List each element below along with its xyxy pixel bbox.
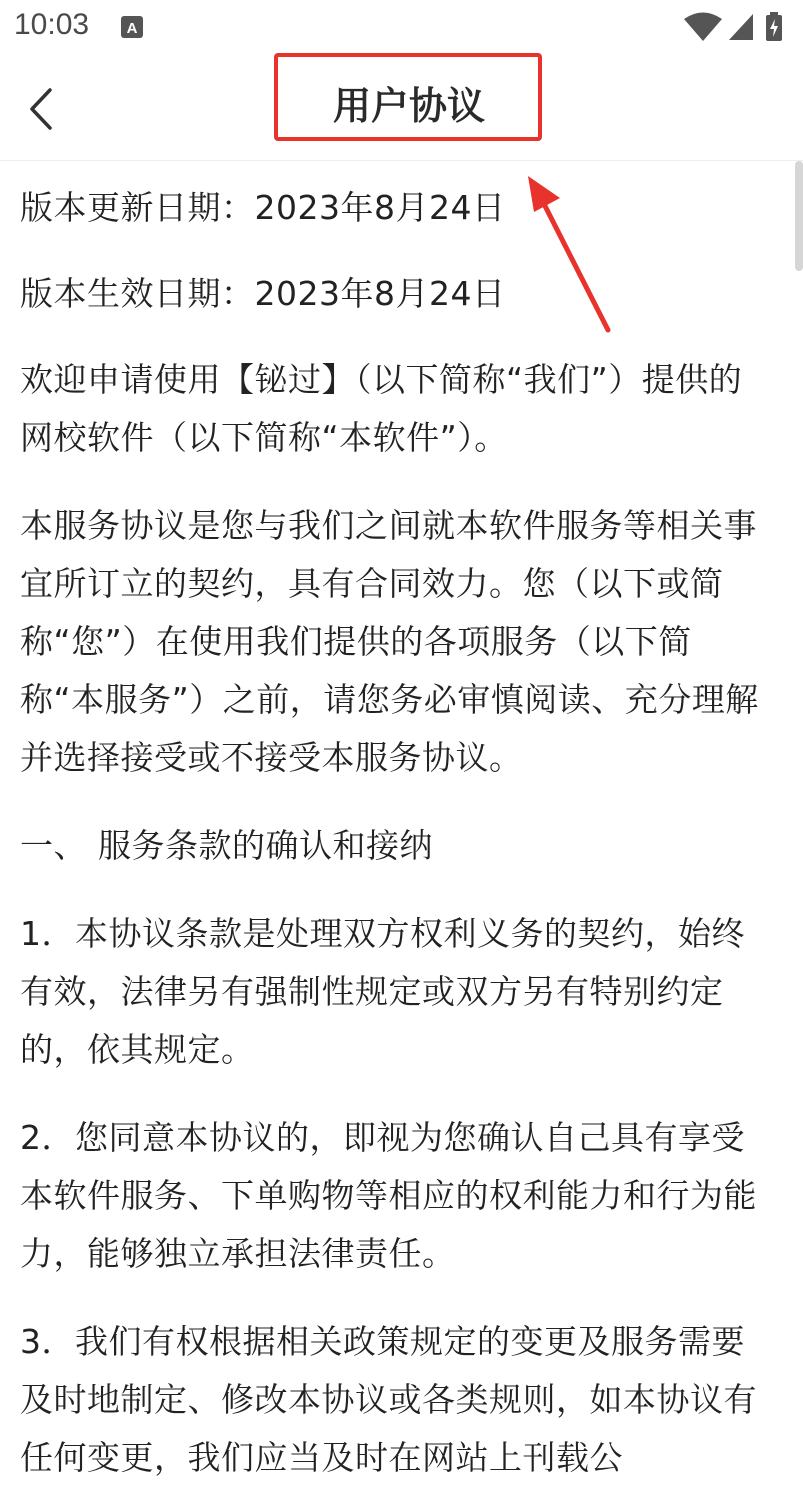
agreement-intro-paragraph: 本服务协议是您与我们之间就本软件服务等相关事宜所订立的契约，具有合同效力。您（以下或简称“您”）在使用我们提供的各项服务（以下简称“本服务”）之前，请您务必审慎阅读、充分理解并选择接受或不接受本服务协议。 bbox=[20, 506, 759, 777]
wifi-icon bbox=[683, 12, 723, 42]
svg-text:A: A bbox=[126, 20, 138, 37]
agreement-content[interactable] bbox=[0, 161, 795, 1477]
page-title: 用户协议 bbox=[332, 84, 485, 128]
clause-1-paragraph: 1．本协议条款是处理双方权利义务的契约，始终有效，法律另有强制性规定或双方另有特别约定的，依其规定。 bbox=[20, 914, 745, 1069]
welcome-paragraph: 欢迎申请使用【铋过】（以下简称“我们”）提供的网校软件（以下简称“本软件”）。 bbox=[20, 360, 743, 457]
cellular-signal-icon bbox=[727, 12, 755, 42]
chevron-left-icon bbox=[14, 72, 70, 142]
scrollbar[interactable] bbox=[795, 161, 803, 271]
clause-2-paragraph: 2．您同意本协议的，即视为您确认自己具有享受本软件服务、下单购物等相应的权利能力和行为能力，能够独立承担法律责任。 bbox=[20, 1118, 757, 1273]
status-time: 10:03 bbox=[14, 8, 90, 41]
section-heading: 一、 服务条款的确认和接纳 bbox=[20, 826, 433, 865]
battery-charging-icon bbox=[765, 12, 783, 42]
back-button[interactable] bbox=[14, 72, 70, 142]
update-date-text: 版本更新日期：2023年8月24日 bbox=[20, 188, 506, 227]
effective-date-text: 版本生效日期：2023年8月24日 bbox=[20, 274, 506, 313]
status-bar bbox=[0, 0, 803, 56]
app-notification-icon bbox=[121, 16, 143, 38]
app-bar bbox=[0, 56, 803, 161]
clause-3-paragraph: 3．我们有权根据相关政策规定的变更及服务需要及时地制定、修改本协议或各类规则，如本协议有任何变更，我们应当及时在网站上刊载公 bbox=[20, 1322, 757, 1477]
